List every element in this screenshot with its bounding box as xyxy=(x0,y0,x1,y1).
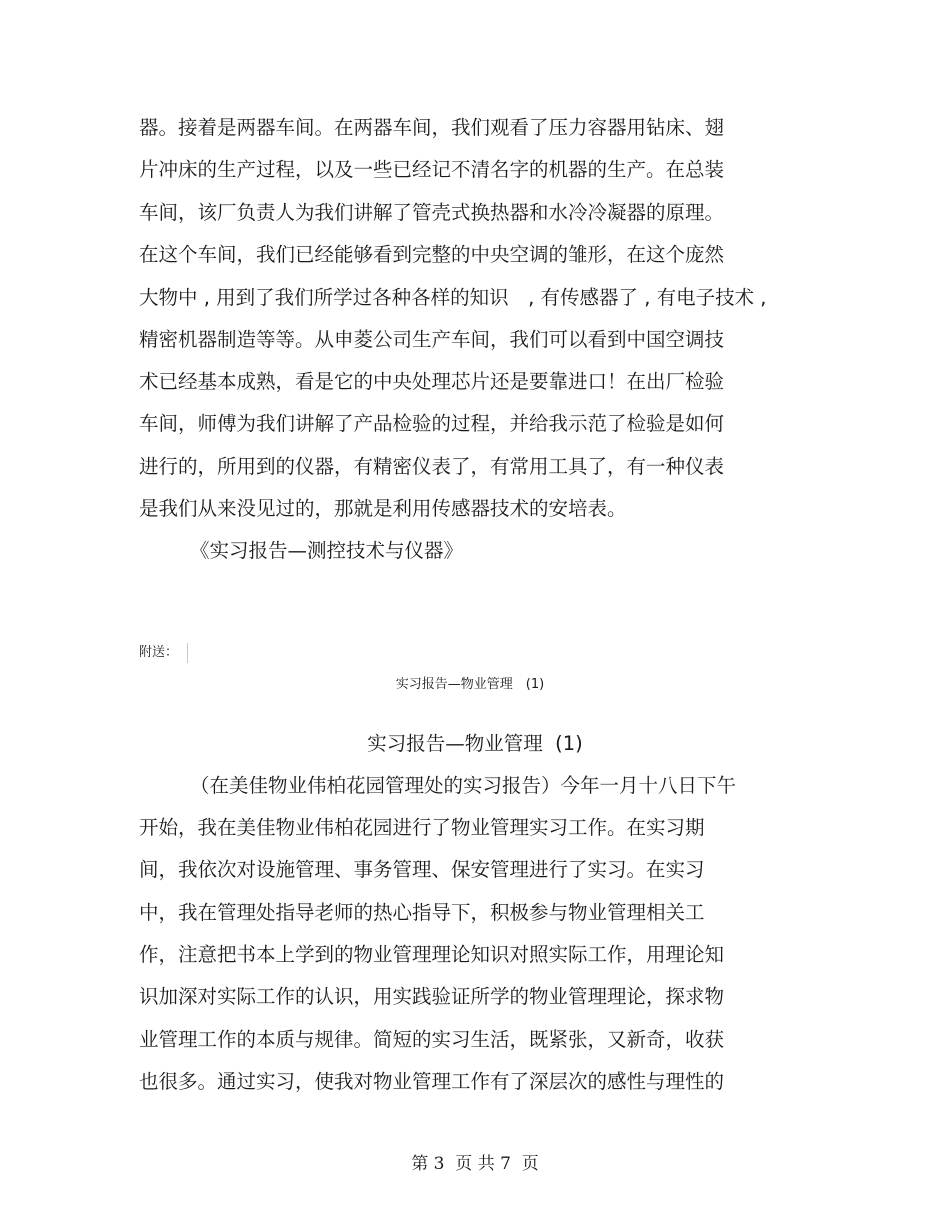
section-title: 实习报告—物业管理 (1) xyxy=(367,732,583,755)
attachment-small-title: 实习报告—物业管理 (1) xyxy=(395,677,545,692)
paragraph-line: 间，我依次对设施管理、事务管理、保安管理进行了实习。在实习 xyxy=(139,858,705,881)
paragraph-line: 进行的，所用到的仪器，有精密仪表了，有常用工具了，有一种仪表 xyxy=(139,455,725,478)
page-number-footer: 第 3 页 共 7 页 xyxy=(411,1154,539,1174)
paragraph-line: 器。接着是两器车间。在两器车间，我们观看了压力容器用钻床、翅 xyxy=(139,116,725,139)
paragraph-line: 作，注意把书本上学到的物业管理理论知识对照实际工作，用理论知 xyxy=(139,943,725,966)
paragraph-line: 大物中 , 用到了我们所学过各种各样的知识 , 有传感器了 , 有电子技术 , xyxy=(139,286,767,309)
paragraph-line: （在美佳物业伟柏花园管理处的实习报告）今年一月十八日下午 xyxy=(190,774,737,797)
paragraph-line: 片冲床的生产过程，以及一些已经记不清名字的机器的生产。在总装 xyxy=(139,158,725,181)
paragraph-line: 业管理工作的本质与规律。简短的实习生活，既紧张，又新奇，收获 xyxy=(139,1028,725,1051)
paragraph-line: 开始，我在美佳物业伟柏花园进行了物业管理实习工作。在实习期 xyxy=(139,816,705,839)
paragraph-line: 是我们从来没见过的，那就是利用传感器技术的安培表。 xyxy=(139,497,627,520)
paragraph-line: 精密机器制造等等。从申菱公司生产车间，我们可以看到中国空调技 xyxy=(139,328,725,351)
attachment-label: 附送： xyxy=(139,645,179,660)
paragraph-line: 术已经基本成熟，看是它的中央处理芯片还是要靠进口！在出厂检验 xyxy=(139,370,725,393)
paragraph-line: 车间，师傅为我们讲解了产品检验的过程，并给我示范了检验是如何 xyxy=(139,412,725,435)
paragraph-line: 车间，该厂负责人为我们讲解了管壳式换热器和水冷冷凝器的原理。 xyxy=(139,201,725,224)
paragraph-line: 中，我在管理处指导老师的热心指导下，积极参与物业管理相关工 xyxy=(139,901,705,924)
paragraph-line: 也很多。通过实习，使我对物业管理工作有了深层次的感性与理性的 xyxy=(139,1070,725,1093)
divider xyxy=(187,643,188,663)
paragraph-line: 识加深对实际工作的认识，用实践验证所学的物业管理理论，探求物 xyxy=(139,985,725,1008)
quote-title: 《实习报告—测控技术与仪器》 xyxy=(190,539,464,562)
paragraph-line: 在这个车间，我们已经能够看到完整的中央空调的雏形，在这个庞然 xyxy=(139,243,725,266)
